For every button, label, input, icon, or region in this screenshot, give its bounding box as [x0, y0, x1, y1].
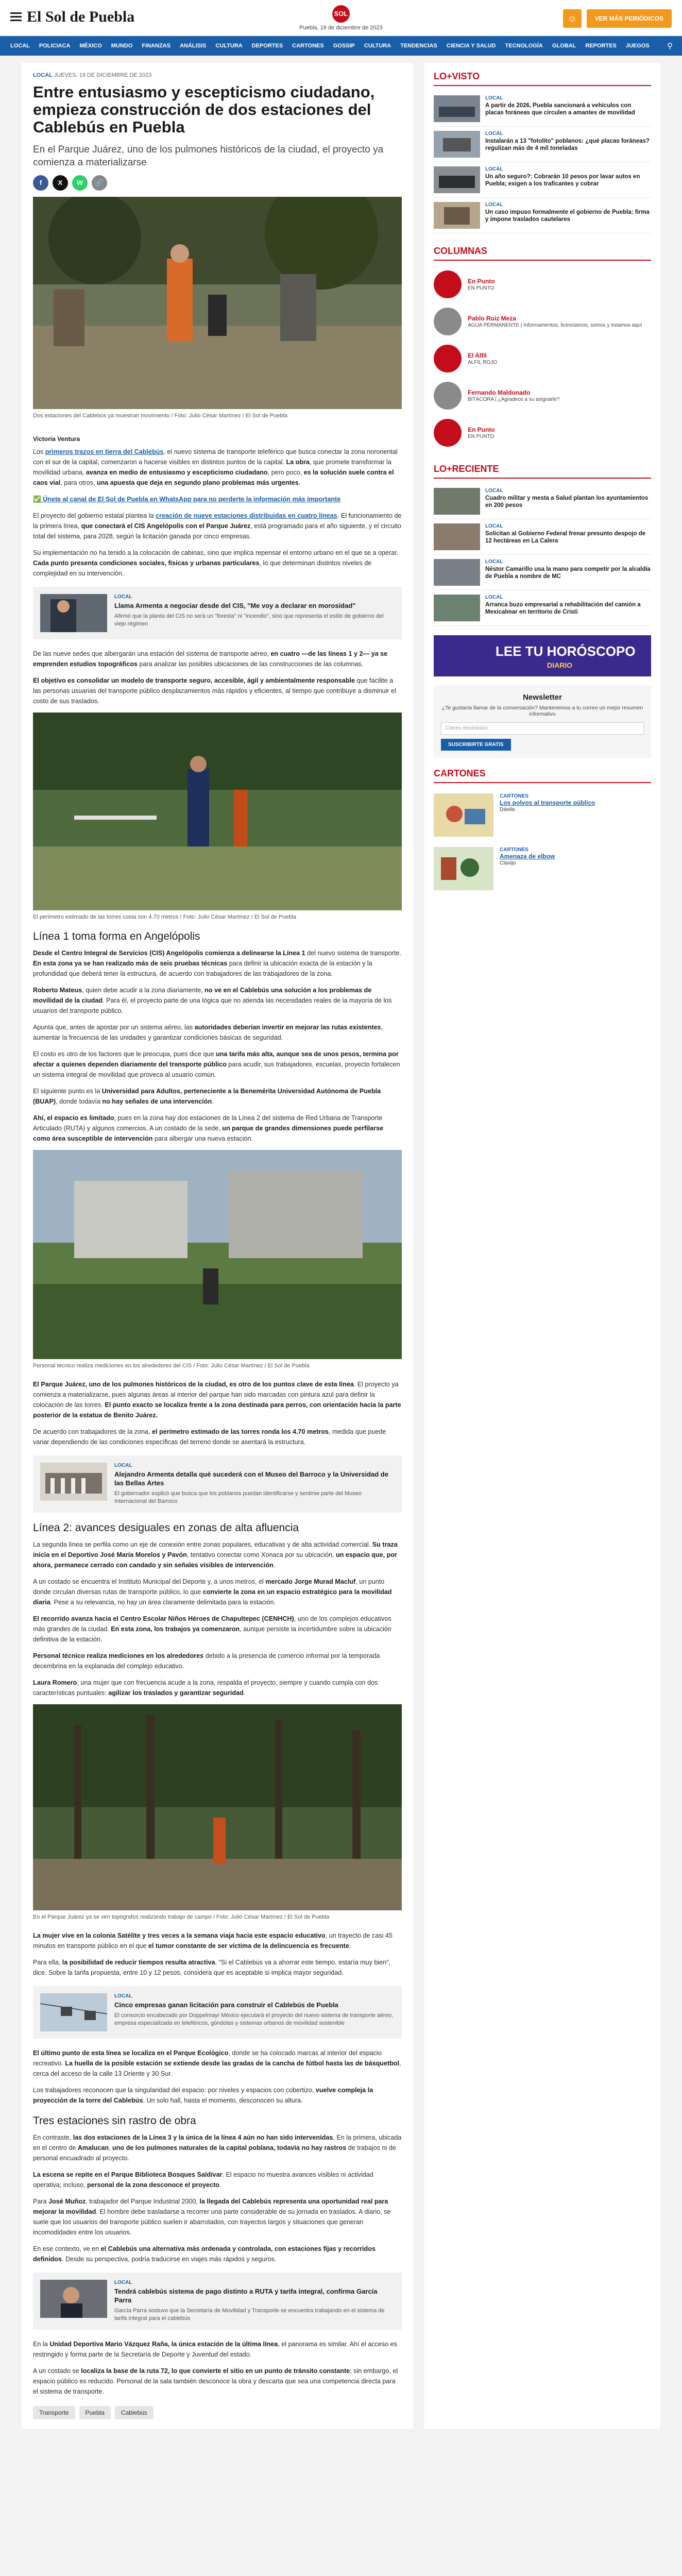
- nav-item[interactable]: CULTURA: [215, 43, 243, 49]
- email-field[interactable]: Correo electrónico: [441, 722, 644, 735]
- sidebar: [424, 63, 660, 2429]
- cartoon-title[interactable]: Los polvos al transporte público: [500, 799, 595, 806]
- column-desc: ALFIL ROJO: [468, 359, 497, 365]
- nav-item[interactable]: DEPORTES: [251, 43, 283, 49]
- inline-link[interactable]: creación de nueve estaciones distribuidas en cuatro líneas: [156, 512, 337, 519]
- paragraph: El recorrido avanza hacia el Centro Escolar Niños Héroes de Chapultepec (CENHCH), uno de los complejos educativos más grandes de la ciudad. En esta zona, los trabajos ya comenzaron, aunque persiste la incertidumbre sobre la ubicación definitiva de la estación.: [33, 1615, 391, 1643]
- lead-photo-image: [33, 197, 402, 409]
- article-photo-image: [33, 713, 402, 910]
- column-item[interactable]: [434, 303, 651, 340]
- related-thumb: [40, 2280, 107, 2318]
- lead-photo-caption: Dos estaciones del Cablebús ya muestran movimiento / Foto: Julio César Martínez / El Sol de Puebla: [33, 413, 288, 419]
- paragraph: El Parque Juárez, uno de los pulmones históricos de la ciudad, es otro de los puntos clave de esta línea. El proyecto ya comienza a materializarse, pues algunas áreas al interior del parque han sido marcadas con pintura azul para definir la colocación de las torres. El punto exacto se localiza frente a la zona destinada para perros, con orientación hacia la parte posterior de la estatua de Benito Juárez.: [33, 1381, 401, 1419]
- cartoon-tag: CARTONES: [500, 847, 528, 853]
- item-title[interactable]: Un año seguro?: Cobrarán 10 pesos por lavar autos en Puebla; exigen a los traficantes y cobrar: [485, 174, 640, 187]
- most-viewed-item[interactable]: [434, 127, 651, 162]
- item-tag: LOCAL: [485, 95, 503, 101]
- item-title[interactable]: Un caso impuso formalmente el gobierno de Puebla: firma y impone traslados cautelares: [485, 209, 650, 223]
- cartoon-tag: CARTONES: [500, 793, 528, 799]
- item-tag: LOCAL: [485, 488, 503, 494]
- related-tag: LOCAL: [114, 1993, 132, 1999]
- banner-title: LEE TU HORÓSCOPO: [496, 643, 636, 659]
- article-title: Entre entusiasmo y escepticismo ciudadano, empieza construcción de dos estaciones del Cablebús en Puebla: [33, 83, 375, 136]
- paragraph: El objetivo es consolidar un modelo de transporte seguro, accesible, ágil y ambientalmente responsable que facilite a las personas usuarias del transporte público desplazamientos más rápidos y eficientes, al tiempo que contribuye a disminuir el costo de sus traslados.: [33, 677, 396, 705]
- paragraph: Para José Muñoz, trabajador del Parque Industrial 2000, la llegada del Cablebús representa una oportunidad real para mejorar la movilidad. El hombre debe trasladarse a recorrer una parte considerable de su jornada en traslados. A diario, se suele que los usuarios del transporte público suelen ir abarrotados, con trayectos largos y situaciones que generan incomodidades entre los usuarios.: [33, 2198, 391, 2236]
- article-eyebrow: [33, 72, 402, 78]
- latest-heading: LO+RECIENTE: [434, 464, 651, 479]
- related-title[interactable]: Tendrá cablebús sistema de pago distinto a RUTA y tarifa integral, confirma García Parra: [114, 2287, 378, 2304]
- newsletter-title: Newsletter: [523, 693, 562, 702]
- paragraph: La mujer vive en la colonia Satélite y tres veces a la semana viaja hacia este espacio educativo, un trayecto de casi 45 minutos en transporte público en el que el tumor constante de ser víctima de la delincuencia es frecuente.: [33, 1932, 393, 1950]
- header-date: Puebla, 19 de diciembre de 2023: [299, 25, 383, 31]
- avatar: [434, 419, 462, 447]
- article: [22, 63, 413, 2429]
- paragraph: De las nueve sedes que albergarán una estación del sistema de transporte aéreo, en cuatro —de las líneas 1 y 2— ya se emprenden estudios topográficos para analizar las posibles ubicaciones de las construcciones de las columnas.: [33, 650, 388, 668]
- article-photo-caption: En el Parque Juárez ya se ven topógrafos realizando trabajo de campo / Foto: Julio César Martínez / El Sol de Puebla: [33, 1914, 330, 1920]
- page-layout: [22, 63, 660, 2429]
- share-bar: [33, 175, 402, 191]
- paragraph: El último punto de esta línea se localiza en el Parque Ecológico, donde se ha colocado marcas al interior del espacio recreativo. La huella de la posible estación se extiende desde las gradas de la cancha de fútbol hasta las de básquetbol, cerca del acceso de la calle 13 Oriente y 30 Sur.: [33, 2049, 401, 2077]
- nav-item[interactable]: REPORTES: [585, 43, 617, 49]
- most-viewed-item[interactable]: [434, 91, 651, 127]
- item-tag: LOCAL: [485, 595, 503, 600]
- avatar: [434, 382, 462, 410]
- section-link[interactable]: LOCAL: [33, 72, 53, 78]
- item-tag: LOCAL: [485, 166, 503, 172]
- more-papers-button[interactable]: VER MÁS PERIÓDICOS: [587, 9, 672, 28]
- nav-item[interactable]: GOSSIP: [333, 43, 355, 49]
- item-title[interactable]: Néstor Camarillo usa la mano para competir por la alcaldía de Puebla a nombre de MC: [485, 566, 651, 580]
- nav-item[interactable]: CIENCIA Y SALUD: [446, 43, 496, 49]
- side-thumb: [434, 595, 480, 621]
- user-icon[interactable]: ☺: [563, 9, 582, 28]
- nav-item[interactable]: ANÁLISIS: [179, 43, 207, 49]
- item-tag: LOCAL: [485, 559, 503, 565]
- section-heading: Tres estaciones sin rastro de obra: [33, 2115, 196, 2127]
- column-name[interactable]: Fernando Maldonado: [468, 388, 531, 396]
- item-title[interactable]: Cuadro militar y mesta a Salud plantan los ayuntamientos en 200 pesos: [485, 495, 649, 509]
- avatar: [434, 308, 462, 335]
- paragraph: El proyecto del gobierno estatal plantea la creación de nueve estaciones distribuidas en cuatro líneas. El funcionamiento de la primera línea, que conectará el CIS Angelópolis con el Parque Juárez, está programado para el año siguiente, y el circuito total del sistema, para 2028, según la licitación ganada por cinco empresas.: [33, 512, 402, 540]
- nav-item[interactable]: MUNDO: [111, 43, 133, 49]
- related-article-card[interactable]: [33, 1455, 402, 1513]
- side-thumb: [434, 559, 480, 586]
- related-desc: García Parra sostuvo que la Secretaría de Movilidad y Transporte se encuentra trabajando en el sistema de tarifa integral para el cablebús: [114, 2308, 385, 2321]
- item-title[interactable]: Solicitan al Gobierno Federal frenar presunto despojo de 12 hectáreas en La Calera: [485, 531, 646, 544]
- column-desc: EN PUNTO: [468, 433, 495, 439]
- paragraph: A un costado se localiza la base de la ruta 72, lo que convierte el sitio en un punto de tránsito constante; sin embargo, el espacio público es reducido. Personal de la sala también desconoce la obra y descarta que sea una competencia directa para el sistema de transporte.: [33, 2367, 398, 2395]
- item-tag: LOCAL: [485, 523, 503, 529]
- article-photo-caption: Personal técnico realiza mediciones en los alrededores del CIS / Foto: Julio César Martínez / El Sol de Puebla: [33, 1363, 310, 1369]
- related-tag: LOCAL: [114, 2280, 132, 2285]
- subscribe-button[interactable]: SUSCRIBIRTE GRATIS: [441, 739, 511, 751]
- column-item[interactable]: [434, 414, 651, 451]
- latest-item[interactable]: [434, 519, 651, 555]
- whatsapp-channel-link[interactable]: ✅ Únete al canal de El Sol de Puebla en WhatsApp para no perderte la información más importante: [33, 496, 341, 503]
- item-title[interactable]: Arranca buzo empresarial a rehabilitación del camión a Mexicalmar en territorio de Cristi: [485, 602, 641, 615]
- tag-chip[interactable]: Transporte: [33, 2406, 75, 2419]
- paragraph: La escena se repite en el Parque Biblioteca Bosques Saldívar. El espacio no muestra avances visibles ni actividad operativa; incluso, personal de la zona desconoce el proyecto.: [33, 2171, 373, 2189]
- related-tag: LOCAL: [114, 1463, 132, 1468]
- latest-item[interactable]: [434, 555, 651, 590]
- article-tags: [33, 2406, 402, 2419]
- paragraph: Los primeros trazos en tierra del Cablebús, el nuevo sistema de transporte teleférico que busca conectar la zona nororiental con el sur de la capital, comenzaron a hacerse visibles en distintos puntos de la capital. La obra, que promete transformar la movilidad urbana, avanza en medio de entusiasmo y escepticismo ciudadano, pero poco, es la solución suele contra el caos vial, para otros, una apuesta que deja en segundo plano problemas más urgentes.: [33, 448, 398, 486]
- header-actions: [563, 9, 672, 28]
- related-article-card[interactable]: [33, 2273, 402, 2330]
- top-bar: [0, 0, 682, 36]
- cartoon-title[interactable]: Amenaza de elbow: [500, 853, 555, 860]
- column-desc: BITÁCORA | ¿Agradece a su asignarle?: [468, 396, 560, 402]
- side-thumb: [434, 202, 480, 229]
- column-item[interactable]: [434, 377, 651, 414]
- article-photo: [33, 1150, 402, 1359]
- side-thumb: [434, 131, 480, 158]
- related-title[interactable]: Cinco empresas ganan licitación para construir el Cablebús de Puebla: [114, 2001, 338, 2009]
- column-name[interactable]: En Punto: [468, 426, 495, 433]
- paragraph: Para ella, la posibilidad de reducir tiempos resulta atractiva. "Si el Cablebús va a ahorrar este tiempo, estaría muy bien", dice. Sobre la tarifa propuesta, entre 10 y 12 pesos, considera que es aceptable si implica mayor seguridad.: [33, 1959, 391, 1976]
- side-thumb: [434, 488, 480, 515]
- x-icon[interactable]: X: [53, 175, 68, 191]
- sun-logo-icon[interactable]: SOL: [332, 5, 350, 23]
- paragraph: Su implementación no ha tenido a la colocación de cabinas, sino que implica repensar el entorno urbano en el que se a operar. Cada punto presenta condiciones sociales, físicas y urbanas particulares, lo que determinan distintos niveles de complejidad en su intervención.: [33, 549, 399, 577]
- cartoon-author: Clavijo: [500, 860, 516, 866]
- paragraph: Apunta que, antes de apostar por un sistema aéreo, las autoridades deberían invertir en mejorar las rutas existentes, aumentar la frecuencia de las unidades y garantizar condiciones básicas de seguridad.: [33, 1024, 383, 1041]
- article-photo-image: [33, 1150, 402, 1359]
- article-photo: [33, 713, 402, 910]
- avatar: [434, 345, 462, 372]
- cartoons-heading: CARTONES: [434, 768, 651, 783]
- tag-chip[interactable]: Cablebús: [115, 2406, 154, 2419]
- paragraph: A un costado se encuentra el Instituto Municipal del Deporte y, a unos metros, el mercado Jorge Murad Macluf, un punto donde circulan diversas rutas de transporte público, lo que convierte la zona en un espacio estratégico para la movilidad diaria. Pese a su relevancia, no hay un área claramente delimitada para la estación.: [33, 1578, 392, 1606]
- newsletter-desc: ¿Te gustaría llamar de la conversación? Mantenemos a tu correo un mejor resumen informativo: [441, 705, 643, 717]
- column-desc: AGUA PERMANENTE | Informamentos, licenciamos, somos y estamos aquí: [468, 322, 642, 328]
- cartoon-thumb: [434, 793, 493, 837]
- most-viewed-item[interactable]: [434, 198, 651, 233]
- nav-item[interactable]: CARTONES: [292, 43, 324, 49]
- author[interactable]: Victoria Ventura: [33, 435, 80, 443]
- paragraph: Ahí, el espacio es limitado, pues en la zona hay dos estaciones de la Línea 2 del sistema de Red Urbana de Transporte Articulado (RUTA) y algunos comercios. A un costado de la sede, un parque de grandes dimensiones puede perfilarse como área susceptible de intervención para albergar una nueva estación.: [33, 1114, 384, 1142]
- related-desc: El gobernador explicó que busca que los poblanos puedan identificarse y sentirse parte del Museo Internacional del Barroco: [114, 1490, 362, 1504]
- latest-item[interactable]: [434, 484, 651, 519]
- most-viewed-heading: LO+VISTO: [434, 71, 651, 86]
- paragraph: En contraste, las dos estaciones de la Línea 3 y la única de la línea 4 aún no han sido intervenidas. En la primera, ubicada en el centro de Amalucan, uno de los pulmones naturales de la capital poblana, todavía no hay rastros de trabajos ni de personal encuadrado al proyecto.: [33, 2134, 402, 2162]
- cartoon-item[interactable]: [434, 788, 651, 842]
- most-viewed-item[interactable]: [434, 162, 651, 198]
- link-icon[interactable]: 🔗: [92, 175, 107, 191]
- column-name[interactable]: En Punto: [468, 277, 495, 285]
- site-logo[interactable]: El Sol de Puebla: [27, 8, 135, 25]
- section-heading: Línea 2: avances desiguales en zonas de alta afluencia: [33, 1522, 299, 1534]
- side-thumb: [434, 166, 480, 193]
- tag-chip[interactable]: Puebla: [79, 2406, 111, 2419]
- paragraph: En ese contexto, ve en el Cablebús una alternativa más ordenada y controlada, con estaciones fijas y recorridos definidos. Desde su perspectiva, podría traducirse en viajes más rápidos y seguros.: [33, 2245, 376, 2263]
- nav-item[interactable]: TECNOLOGÍA: [505, 43, 543, 49]
- article-photo-caption: El perímetro estimado de las torres costa son 4.70 metros / Foto: Julio César Martínez / El Sol de Puebla: [33, 914, 297, 920]
- article-photo-image: [33, 1704, 402, 1910]
- nav-item[interactable]: MÉXICO: [79, 43, 102, 49]
- cartoon-author: Dávila: [500, 806, 515, 812]
- article-photo: [33, 1704, 402, 1910]
- paragraph: Personal técnico realiza mediciones en los alrededores debido a la presencia de comercio informal por la temporada decembrina en la explanada del complejo educativo.: [33, 1652, 380, 1670]
- paragraph: Desde el Centro Integral de Servicios (CIS) Angelópolis comienza a delinearse la Línea 1 del nuevo sistema de transporte. En esta zona ya se han realizado más de seis pruebas técnicas para definir la ubicación exacta de la estación y la profundidad que deberá tener la estructura, de acuerdo con trabajadores de las trabajadores de la zona.: [33, 950, 401, 977]
- article-deck: En el Parque Juárez, uno de los pulmones históricos de la ciudad, el proyecto ya comienza a materializarse: [33, 144, 384, 168]
- column-name[interactable]: El Alfil: [468, 351, 487, 359]
- lead-photo: [33, 197, 402, 409]
- paragraph: De acuerdo con trabajadores de la zona, el perímetro estimado de las torres ronda los 4.70 metros, medida que puede variar dependiendo de las condiciones específicas del terreno donde se asentará la estructura.: [33, 1428, 386, 1446]
- related-tag: LOCAL: [114, 594, 132, 600]
- nav-item[interactable]: POLICIACA: [39, 43, 71, 49]
- side-thumb: [434, 95, 480, 122]
- nav-item[interactable]: FINANZAS: [142, 43, 170, 49]
- article-date: JUEVES, 19 DE DICIEMBRE DE 2023: [54, 72, 152, 78]
- item-tag: LOCAL: [485, 131, 503, 137]
- paragraph: La segunda línea se perfila como un eje de conexión entre zonas populares, educativas y de alta actividad comercial. Su traza inicia en el Deportivo José María Morelos y Pavón, tentativo conectar como Xonaca por su ubicación, un espacio que, por ahora, permanece cerrado con candado y sin señales visibles de intervención.: [33, 1541, 398, 1569]
- related-thumb: [40, 1463, 107, 1501]
- banner-subtitle: DIARIO: [547, 661, 572, 669]
- cartoon-item[interactable]: [434, 842, 651, 895]
- related-desc: Afirmó que la planta del CIS no será un "foresta" ni "incendio", sino que representa el estilo de gobierno del viejo régimen: [114, 613, 384, 627]
- column-desc: EN PUNTO: [468, 285, 495, 291]
- related-title[interactable]: Alejandro Armenta detalla qué sucederá con el Museo del Barroco y la Universidad de las Bellas Artes: [114, 1470, 388, 1487]
- related-thumb: [40, 594, 107, 632]
- columns-heading: COLUMNAS: [434, 246, 651, 261]
- nav-item[interactable]: TENDENCIAS: [400, 43, 437, 49]
- paragraph: Laura Romero, una mujer que con frecuencia acude a la zona, respalda el proyecto, siempre y cuando cumpla con dos características puntuales: agilizar los traslados y garantizar seguridad.: [33, 1679, 378, 1697]
- section-heading: Línea 1 toma forma en Angelópolis: [33, 930, 200, 942]
- side-thumb: [434, 523, 480, 550]
- whatsapp-icon[interactable]: W: [72, 175, 88, 191]
- column-item[interactable]: [434, 340, 651, 377]
- nav-item[interactable]: GLOBAL: [552, 43, 576, 49]
- item-tag: LOCAL: [485, 202, 503, 208]
- related-title[interactable]: Llama Armenta a negociar desde del CIS, "Me voy a declarar en morosidad": [114, 602, 356, 609]
- paragraph: El siguiente punto es la Universidad para Adultos, perteneciente a la Benemérita Universidad Autónoma de Puebla (BUAP), donde todavía no hay señales de una intervención.: [33, 1088, 381, 1105]
- paragraph: En la Unidad Deportiva Mario Vázquez Raña, la única estación de la última línea, el panorama es similar. Ahí el acceso es restringido y forma parte de la Secretaría de Deporte y Juventud del estado.: [33, 2341, 397, 2358]
- nav-item[interactable]: LOCAL: [10, 43, 30, 49]
- item-title[interactable]: A partir de 2026, Puebla sancionará a vehículos con placas foráneas que circulen a amantes de movilidad: [485, 103, 635, 116]
- paragraph: Los trabajadores reconocen que la singularidad del espacio: por niveles y espacios con cobertizo, vuelve compleja la proyección de la torre del Cablebús. Un solo hall, hasta el momento, desconocen su altura.: [33, 2087, 373, 2104]
- main-nav: [0, 36, 682, 56]
- paragraph: Roberto Mateus, quien debe acudir a la zona diariamente, no ve en el Cablebús una solución a los problemas de movilidad de la ciudad. Para él, el proyecto parte de una lógica que no atienda las necesidades reales de la mayoría de los usuarios del transporte público.: [33, 987, 392, 1014]
- column-item[interactable]: [434, 266, 651, 303]
- latest-item[interactable]: [434, 590, 651, 626]
- inline-link[interactable]: primeros trazos en tierra del Cablebús: [45, 448, 164, 455]
- paragraph: El costo es otro de los factores que le preocupa, pues dice que una tarifa más alta, aunque sea de unos pesos, termina por afectar a quienes dependen diariamente del transporte público para acudir, sus trabajadores, escuelas, proyecto fortalecen un sistema integral de movilidad que proveca al usuario común.: [33, 1050, 400, 1078]
- nav-item[interactable]: CULTURA: [364, 43, 391, 49]
- newsletter-box: [434, 686, 651, 758]
- item-title[interactable]: Instalarán a 13 "fotolito" poblanos: ¿qué placas foráneas? regulizan más de 4 mil toneladas: [485, 138, 650, 151]
- facebook-icon[interactable]: f: [33, 175, 48, 191]
- related-desc: El consorcio encabezado por Doppelmayr México ejecutará el proyecto del nuevo sistema de transporte aéreo, empresa especializada en teleféricos, góndolas y sistemas urbanos de movilidad sostenible: [114, 2012, 394, 2026]
- related-thumb: [40, 1993, 107, 2031]
- related-article-card[interactable]: [33, 1986, 402, 2039]
- cartoon-thumb: [434, 847, 493, 890]
- nav-item[interactable]: JUEGOS: [625, 43, 650, 49]
- horoscope-banner[interactable]: [434, 635, 651, 676]
- check-icon: ✅: [33, 496, 43, 503]
- avatar: [434, 270, 462, 298]
- column-name[interactable]: Pablo Ruiz Meza: [468, 314, 517, 322]
- search-icon[interactable]: ⚲: [667, 42, 673, 50]
- related-article-card[interactable]: [33, 587, 402, 639]
